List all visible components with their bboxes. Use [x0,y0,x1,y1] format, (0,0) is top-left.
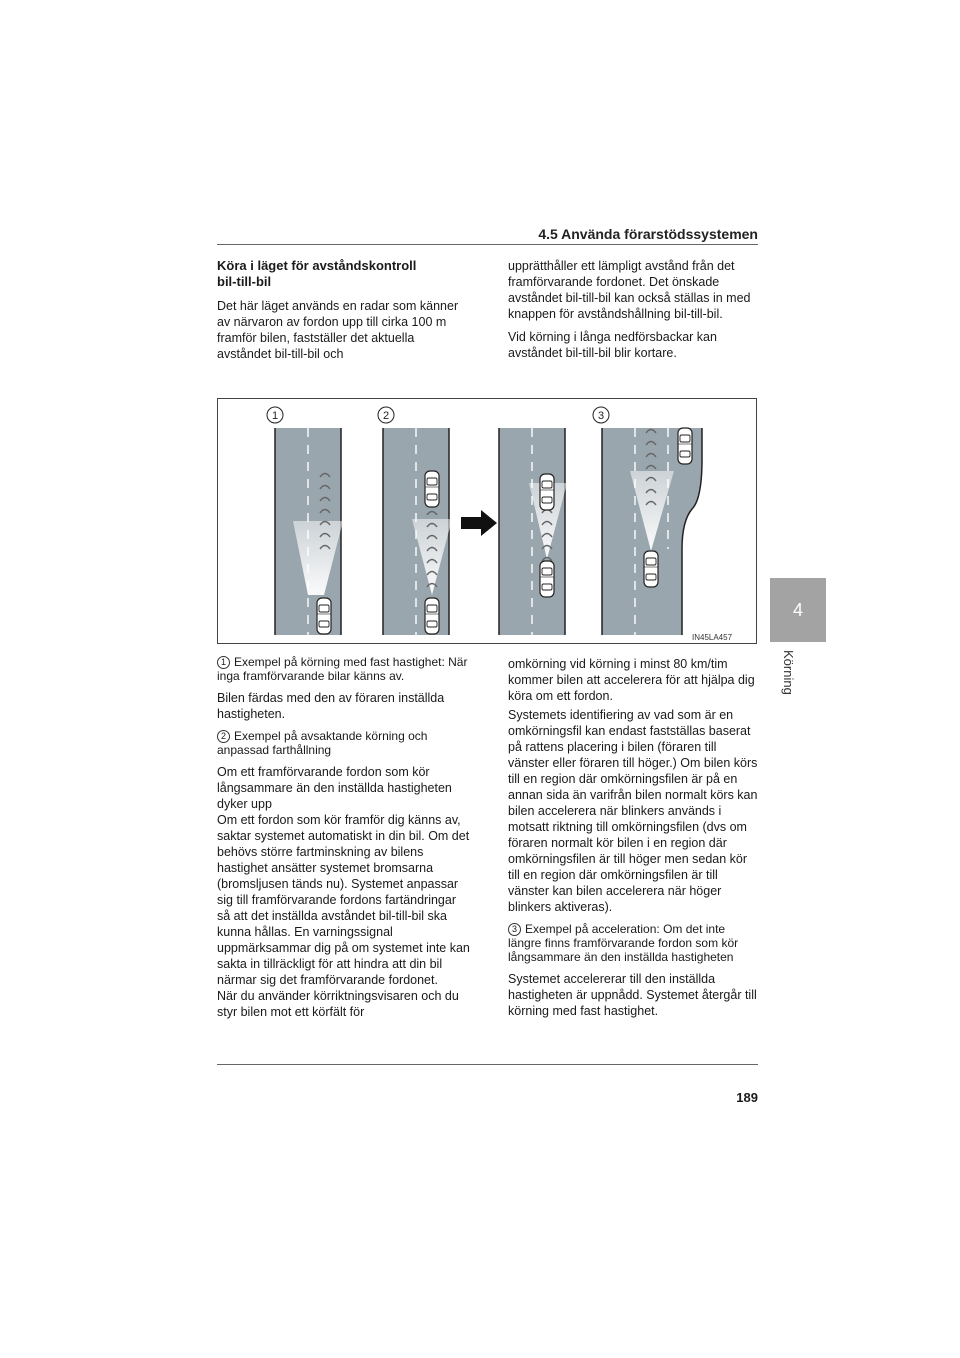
road-scenario-2 [383,428,452,635]
caption-2-title: 2 Exempel på avsaktande körning och anpassad farthållning [217,729,428,757]
caption-1-number: 1 [217,656,230,669]
caption-1-title: 1 Exempel på körning med fast hastighet: När inga framförvarande bilar känns av. [217,655,468,683]
intro-left-column [217,258,467,369]
transition-arrow-icon [461,510,497,536]
footer-rule [217,1064,758,1065]
caption-2-body-3: När du använder körriktningsvisaren och du styr bilen mot ett körfält för [217,989,459,1019]
caption-2-body-2: Om ett fordon som kör framför dig känns av, saktar systemet automatiskt in din bil. Om det behövs större fartminskning av bilens hastighet ansätter systemet bromsarna (bromsljusen tänds nu). Systemet anpassar sig till framförvarande fordons fartändringar så att det inställda avståndet bil-till-bil ska kunna hållas. En varningssignal uppmärksammar dig på om systemet inte kan sakta in tillräckligt för att hindra att din bil närmar sig det framförvarande fordonet. [217,813,470,987]
caption-2-body-4: omkörning vid körning i minst 80 km/tim kommer bilen att accelerera för att hjälpa dig köra om ett fordon. [508,657,755,703]
captions-left-column [217,655,472,1027]
heading-line-2: bil-till-bil [217,274,272,289]
intro-paragraph-1: Det här läget används en radar som känner av närvaron av fordon upp till cirka 100 m framför bilen, fastställer det aktuella avståndet bil-till-bil och [217,299,459,361]
intro-paragraph-3: Vid körning i långa nedförsbackar kan avståndet bil-till-bil blir kortare. [508,330,717,360]
heading-line-1: Köra i läget för avståndskontroll [217,258,417,273]
own-car-icon [317,598,331,634]
road-scenario-3 [602,428,712,635]
scenario-label-2 [378,407,394,423]
captions-right-column [508,656,760,1026]
section-header: 4.5 Använda förarstödssystemen [538,226,758,242]
section-heading [217,258,467,290]
chapter-tab[interactable]: 4 [770,578,826,642]
own-car-icon [644,551,658,587]
own-car-icon [540,561,554,597]
own-car-icon [425,598,439,634]
intro-paragraph-2: upprätthåller ett lämpligt avstånd från det framförvarande fordonet. Det önskade avståndet bil-till-bil kan också ställas in med knappen för avståndshållning bil-till-bil. [508,259,751,321]
road-scenario-2b [499,428,567,635]
figure-code: IN45LA457 [692,633,733,642]
svg-text:1: 1 [271,410,279,422]
lead-car-icon [540,474,554,510]
caption-2-body-1: Om ett framförvarande fordon som kör långsammare än den inställda hastigheten dyker upp [217,765,452,811]
svg-text:3: 3 [597,410,605,422]
other-car-icon [678,428,692,464]
caption-2-body-5: Systemets identifiering av vad som är en omkörningsfil kan endast fastställas baserat på rattens placering i bilen (föraren till vänster eller föraren till höger.) Om bilen körs till en region där omkörningsfilen är på en annan sida än varifrån bilen normalt körs kan bilen accelerera när blinkers används i motsatt riktning till omkörningsfilen (dvs om föraren normalt kör bilen i en region där omkörningsfilen är till höger men sedan kör till en region där omkörningsfilen är till vänster kan bilen accelerera när höger blinkers aktiveras). [508,708,758,914]
intro-right-column [508,258,758,368]
caption-3-title: 3 Exempel på acceleration: Om det inte längre finns framförvarande fordon som kör långsammare än den inställda hastigheten [508,922,739,964]
caption-1-body: Bilen färdas med den av föraren inställda hastigheten. [217,691,445,721]
caption-3-number: 3 [508,923,521,936]
radar-cruise-illustration [217,398,757,644]
page-number: 189 [736,1090,758,1105]
svg-text:2: 2 [382,410,390,422]
lead-car-icon [425,471,439,507]
scenario-label-1 [267,407,283,423]
caption-3-body: Systemet accelererar till den inställda hastigheten är uppnådd. Systemet återgår till körning med fast hastighet. [508,972,757,1018]
scenario-label-3 [593,407,609,423]
chapter-label: Körning [781,650,796,695]
caption-2-number: 2 [217,730,230,743]
road-scenario-1 [275,428,343,635]
header-rule [217,244,758,245]
